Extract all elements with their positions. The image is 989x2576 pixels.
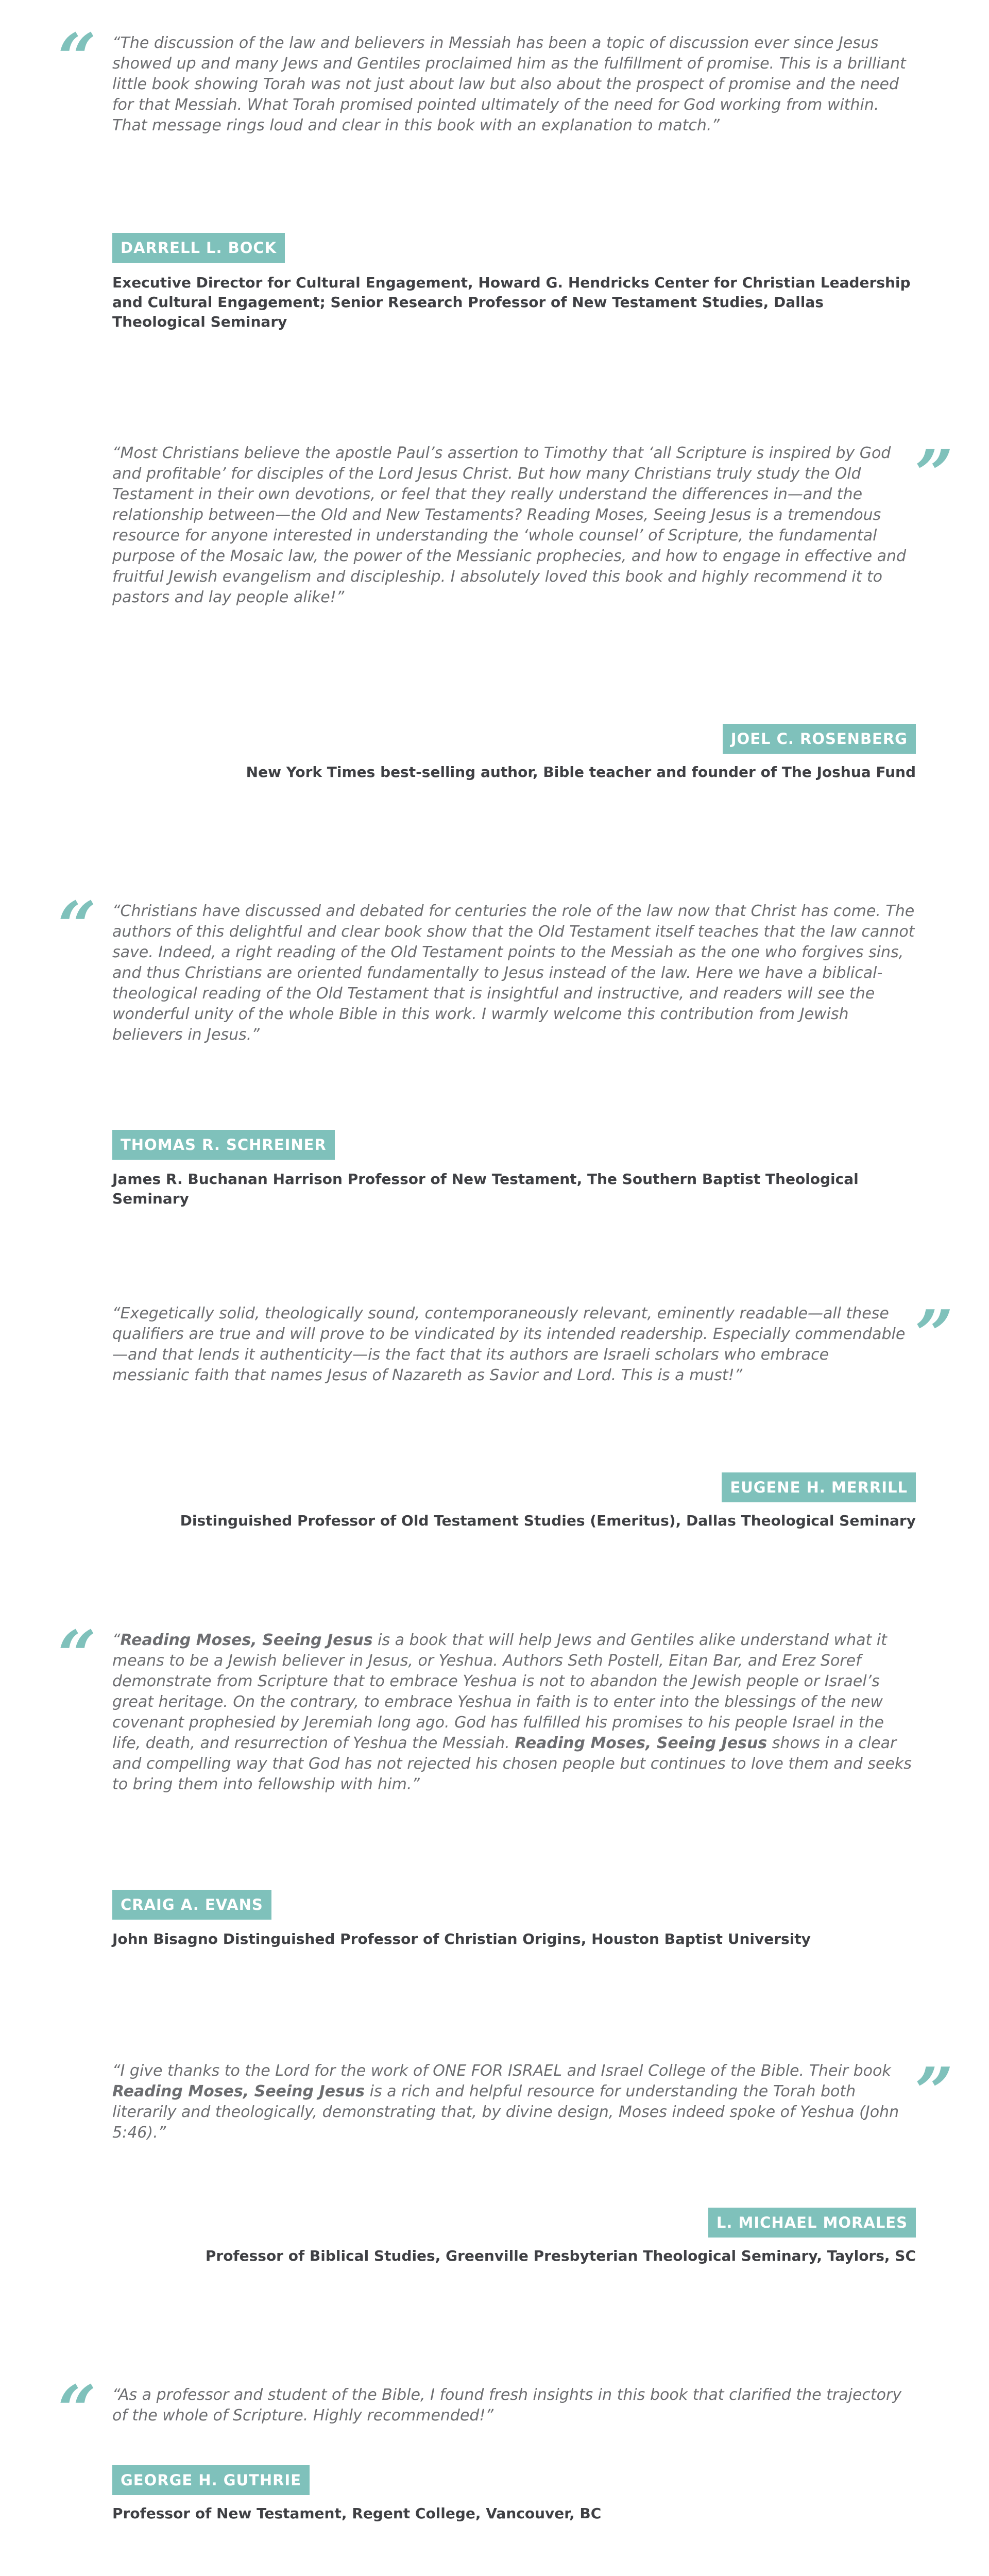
- quote-segment: shows in a clear and compelling way that God has not rejected his chosen people but continues to love them and seeks to bring them into fellowship with him.”: [112, 1734, 912, 1793]
- testimonial-card: [0, 2053, 989, 2277]
- quote-open-icon: “: [58, 1616, 96, 1694]
- quote-close-icon: ”: [915, 1295, 953, 1374]
- author-name-badge: THOMAS R. SCHREINER: [112, 1130, 335, 1160]
- testimonial-card: [0, 2370, 989, 2543]
- quote-segment: is a book that will help Jews and Gentiles alike understand what it means to be a Jewish believer in Jesus, or Yeshua. Authors Seth Postell, Eitan Bar, and Erez Soref demonstrate from Scripture that to embrace Yeshua is not to abandon the Jewish people or Israel’s great heritage. On the contrary, to embrace Yeshua in faith is to enter into the blessings of the new covenant prophesied by Jeremiah long ago. God has fulfilled his promises to his people Israel in the life, death, and resurrection of Yeshua the Messiah.: [112, 1631, 887, 1752]
- author-name-badge: EUGENE H. MERRILL: [722, 1472, 916, 1502]
- author-affiliation: Professor of New Testament, Regent College, Vancouver, BC: [112, 2505, 602, 2522]
- quote-segment: is a rich and helpful resource for understanding the Torah both literarily and theologically, demonstrating that, by divine design, Moses indeed spoke of Yeshua (John 5:46).”: [112, 2082, 899, 2142]
- testimonial-card: [0, 1295, 989, 1551]
- quote-open-icon: “: [58, 2370, 96, 2449]
- author-affiliation: New York Times best-selling author, Bible teacher and founder of The Joshua Fund: [246, 764, 916, 781]
- author-affiliation: Professor of Biblical Studies, Greenville Presbyterian Theological Seminary, Taylors, SC: [205, 2247, 916, 2264]
- testimonial-quote: “Christians have discussed and debated for centuries the role of the law now that Christ has come. The authors of this delightful and clear book show that the Old Testament itself teaches that the law cannot save. Indeed, a right reading of the Old Testament points to the Messiah as the one who forgives sins, and thus Christians are oriented fundamentally to Jesus instead of the law. Here we have a biblical-theological reading of the Old Testament that is insightful and instructive, and readers will see the wonderful unity of the whole Bible in this work. I warmly welcome this contribution from Jewish believers in Jesus.”: [112, 902, 915, 1044]
- testimonial-quote: [112, 1630, 916, 1795]
- author-affiliation: Distinguished Professor of Old Testament Studies (Emeritus), Dallas Theological Seminary: [180, 1512, 916, 1529]
- testimonial-card: [0, 435, 989, 814]
- author-affiliation: John Bisagno Distinguished Professor of Christian Origins, Houston Baptist University: [112, 1930, 811, 1947]
- quote-open-icon: “: [58, 19, 96, 97]
- testimonial-card: [0, 887, 989, 1224]
- quote-open-icon: “: [58, 887, 96, 965]
- book-title: Reading Moses, Seeing Jesus: [515, 1734, 768, 1752]
- quote-segment: “: [112, 1631, 121, 1649]
- author-name-badge: DARRELL L. BOCK: [112, 233, 285, 263]
- testimonial-quote: “Exegetically solid, theologically sound, contemporaneously relevant, eminently readable—all these qualifiers are true and will prove to be vindicated by its intended readership. Especially commendable—and that lends it authenticity—is the fact that its authors are Israeli scholars who embrace messianic faith that names Jesus of Nazareth as Savior and Lord. This is a must!”: [112, 1304, 906, 1384]
- testimonial-quote: “Most Christians believe the apostle Paul’s assertion to Timothy that ‘all Scripture is inspired by God and profitable’ for disciples of the Lord Jesus Christ. But how many Christians truly study the Old Testament in their own devotions, or feel that they really understand the differences in—and the relationship between—the Old and New Testaments? Reading Moses, Seeing Jesus is a tremendous resource for anyone interested in understanding the ‘whole counsel’ of Scripture, the fundamental purpose of the Mosaic law, the power of the Messianic prophecies, and how to engage in effective and fruitful Jewish evangelism and discipleship. I absolutely loved this book and highly recommend it to pastors and lay people alike!”: [112, 444, 907, 606]
- author-affiliation: James R. Buchanan Harrison Professor of New Testament, The Southern Baptist Theological Seminary: [112, 1171, 859, 1207]
- testimonial-quote: “The discussion of the law and believers in Messiah has been a topic of discussion ever since Jesus showed up and many Jews and Gentiles proclaimed him as the fulfillment of promise. This is a brilliant little book showing Torah was not just about law but also about the prospect of promise and the need for that Messiah. What Torah promised pointed ultimately of the need for God working from within. That message rings loud and clear in this book with an explanation to match.”: [112, 34, 906, 134]
- quote-close-icon: ”: [915, 435, 953, 514]
- testimonial-quote: “As a professor and student of the Bible, I found fresh insights in this book that clarified the trajectory of the whole of Scripture. Highly recommended!”: [112, 2386, 902, 2425]
- book-title: Reading Moses, Seeing Jesus: [112, 2082, 365, 2100]
- quote-segment: “I give thanks to the Lord for the work of ONE FOR ISRAEL and Israel College of the Bible. Their book: [112, 2062, 891, 2080]
- author-affiliation: Executive Director for Cultural Engagement, Howard G. Hendricks Center for Christian Leadership and Cultural Engagement; Senior Research Professor of New Testament Studies, Dallas Theological Seminary: [112, 274, 911, 330]
- author-name-badge: CRAIG A. EVANS: [112, 1890, 271, 1920]
- testimonial-card: [0, 1616, 989, 1973]
- author-name-badge: L. MICHAEL MORALES: [708, 2208, 916, 2238]
- quote-close-icon: ”: [915, 2053, 953, 2131]
- testimonial-quote: [112, 2061, 908, 2143]
- author-name-badge: JOEL C. ROSENBERG: [723, 724, 916, 754]
- testimonial-card: [0, 19, 989, 330]
- book-title: Reading Moses, Seeing Jesus: [120, 1631, 373, 1649]
- author-name-badge: GEORGE H. GUTHRIE: [112, 2465, 310, 2495]
